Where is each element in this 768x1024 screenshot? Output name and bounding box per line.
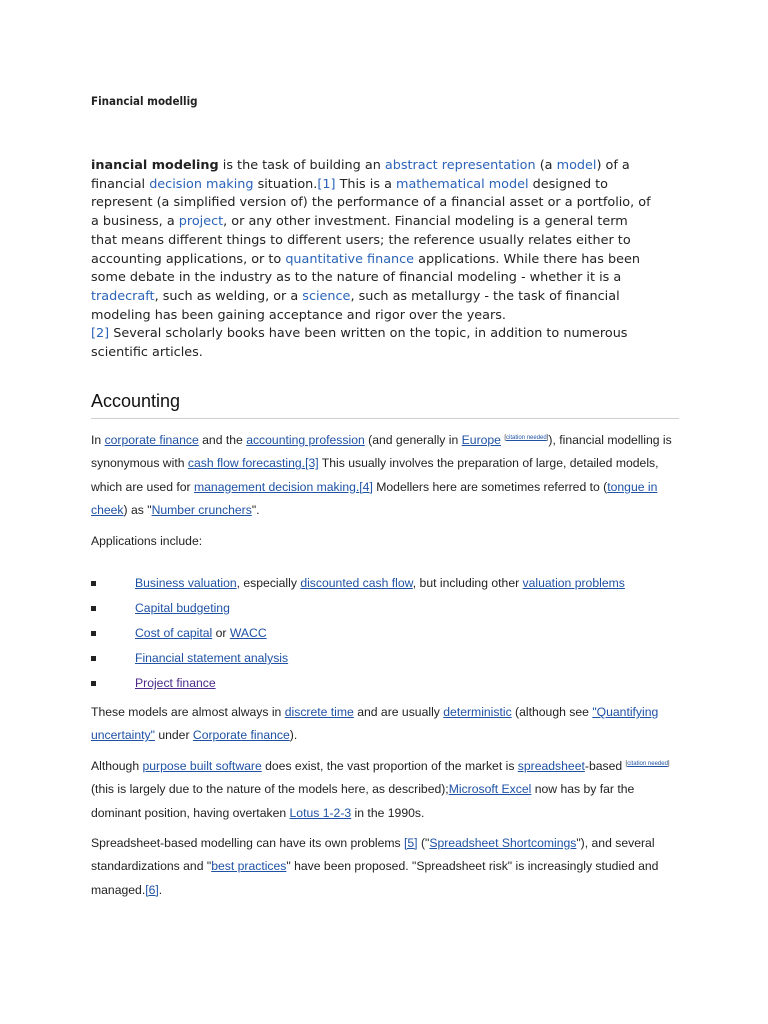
list-item [91,621,691,646]
body-text: (this is largely due to the nature of the models here, as described); [91,782,449,797]
link-decision-making[interactable]: decision making [149,176,254,192]
link-quantifying-uncertainty[interactable]: "Quantifying uncertainty" [91,705,659,743]
body-text: and the [198,433,247,447]
intro-text: , such as metallurgy - the task of financial modeling has been gaining acceptance and rigor over the years. [91,288,620,323]
body-text: (and generally in [364,433,462,447]
reference-3[interactable]: [3] [305,456,319,471]
link-spreadsheet[interactable]: spreadsheet [517,759,585,773]
intro-text: (a [535,158,557,173]
link-number-crunchers[interactable]: Number crunchers [151,502,252,517]
link-corporate-finance[interactable]: corporate finance [104,433,199,447]
applications-label: Applications include: [91,534,203,548]
body-text: "), and several standardizations and " [91,836,655,874]
body-text: These models are almost always in [91,705,285,719]
link-cash-flow-forecasting[interactable]: cash flow forecasting. [187,456,306,471]
body-text: This usually involves the preparation of large, detailed models, which are used for [91,456,659,494]
bullet-icon [91,681,96,686]
intro-text: applications. While there has been some debate in the industry as to the nature of financial modeling - whether it is a [91,251,640,286]
reference-6[interactable]: [6] [145,882,159,897]
link-science[interactable]: science [302,288,351,304]
intro-text: is the task of building an [218,158,385,173]
link-mathematical-model[interactable]: mathematical model [396,176,529,192]
link-europe[interactable]: Europe [461,433,501,447]
applications-list [91,571,691,696]
reference-1[interactable]: [1] [317,176,336,192]
body-text: -based [584,759,626,773]
list-item [91,571,691,596]
bullet-icon [91,581,96,586]
intro-text: , such as welding, or a [154,288,303,304]
body-text: . [158,882,163,897]
body-text: and are usually [353,705,444,719]
reference-4[interactable]: [4] [359,479,373,494]
link-best-practices[interactable]: best practices [211,859,287,874]
accounting-paragraph-4 [91,832,681,902]
link-project[interactable]: project [178,214,224,230]
list-text: , especially [236,576,301,590]
link-accounting-profession[interactable]: accounting profession [246,433,365,447]
intro-text: This is a [335,176,396,192]
intro-lead-bold: inancial modeling [91,158,219,173]
link-discrete-time[interactable]: discrete time [284,705,354,719]
document-title: Financial modellig [91,94,198,108]
link-capital-budgeting[interactable]: Capital budgeting [135,601,230,615]
body-text: Modellers here are sometimes referred to ( [372,479,608,494]
link-corporate-finance-2[interactable]: Corporate finance [192,728,290,743]
body-text: now has by far the dominant position, having overtaken [91,782,635,820]
body-text: ". [251,502,260,517]
body-text: Spreadsheet-based modelling can have its own problems [91,836,404,850]
intro-text: ) of a financial [91,158,630,192]
link-citation-needed[interactable]: citation needed [506,435,547,441]
body-text: ) as " [123,502,152,517]
link-lotus-123[interactable]: Lotus 1-2-3 [289,805,352,820]
list-text: , but including other [412,576,523,590]
accounting-paragraph-1 [91,429,681,522]
link-citation-needed-2[interactable]: citation needed [627,761,668,767]
link-abstract-representation[interactable]: abstract representation [384,158,536,173]
bullet-icon [91,656,96,661]
link-spreadsheet-shortcomings[interactable]: Spreadsheet Shortcomings [429,836,577,850]
link-wacc[interactable]: WACC [229,626,267,640]
link-model[interactable]: model [556,158,597,173]
link-project-finance[interactable]: Project finance [135,676,216,690]
link-tongue-in-cheek[interactable]: tongue in cheek [91,479,658,517]
list-item [91,646,691,671]
link-cost-of-capital[interactable]: Cost of capital [135,626,213,640]
intro-text: , or any other investment. Financial modeling is a general term that means different things to different users; the reference usually relates either to accounting applications, or to [91,214,631,267]
bullet-icon [91,631,96,636]
intro-text: designed to represent (a simplified version of) the performance of a financial asset or a portfolio, of a business, a [91,176,651,230]
list-item [91,596,691,621]
link-tradecraft[interactable]: tradecraft [91,288,155,304]
accounting-paragraph-3 [91,755,681,825]
citation-needed: [citation needed] [504,435,549,441]
link-microsoft-excel[interactable]: Microsoft Excel [448,782,532,797]
intro-text: situation. [253,176,318,192]
body-text: In [91,433,105,447]
body-text: under [154,728,193,743]
list-text: or [212,626,230,640]
body-text: (" [417,836,430,850]
link-business-valuation[interactable]: Business valuation [135,576,237,590]
reference-5[interactable]: [5] [404,836,418,850]
list-item [91,671,691,696]
body-text: ). [289,728,298,743]
link-discounted-cash-flow[interactable]: discounted cash flow [300,576,413,590]
body-text: in the 1990s. [351,805,425,820]
bullet-icon [91,606,96,611]
body-text: does exist, the vast proportion of the market is [261,759,518,773]
intro-text: Several scholarly books have been written on the topic, in addition to numerous scientific articles. [91,326,628,361]
link-valuation-problems[interactable]: valuation problems [522,576,625,590]
body-text: " have been proposed. "Spreadsheet risk" is increasingly studied and managed. [91,859,659,897]
link-deterministic[interactable]: deterministic [443,705,512,719]
link-management-decision-making[interactable]: management decision making. [193,479,360,494]
link-purpose-built-software[interactable]: purpose built software [142,759,262,773]
intro-paragraph [91,157,656,363]
body-text: ), financial modelling is synonymous with [91,433,672,471]
reference-2[interactable]: [2] [91,326,110,342]
body-text: Although [91,759,143,773]
accounting-paragraph-2 [91,701,681,748]
body-text: (although see [511,705,593,719]
citation-needed: [citation needed] [625,761,670,767]
link-financial-statement-analysis[interactable]: Financial statement analysis [135,651,289,665]
section-heading-accounting: Accounting [91,391,679,419]
link-quantitative-finance[interactable]: quantitative finance [285,251,415,267]
